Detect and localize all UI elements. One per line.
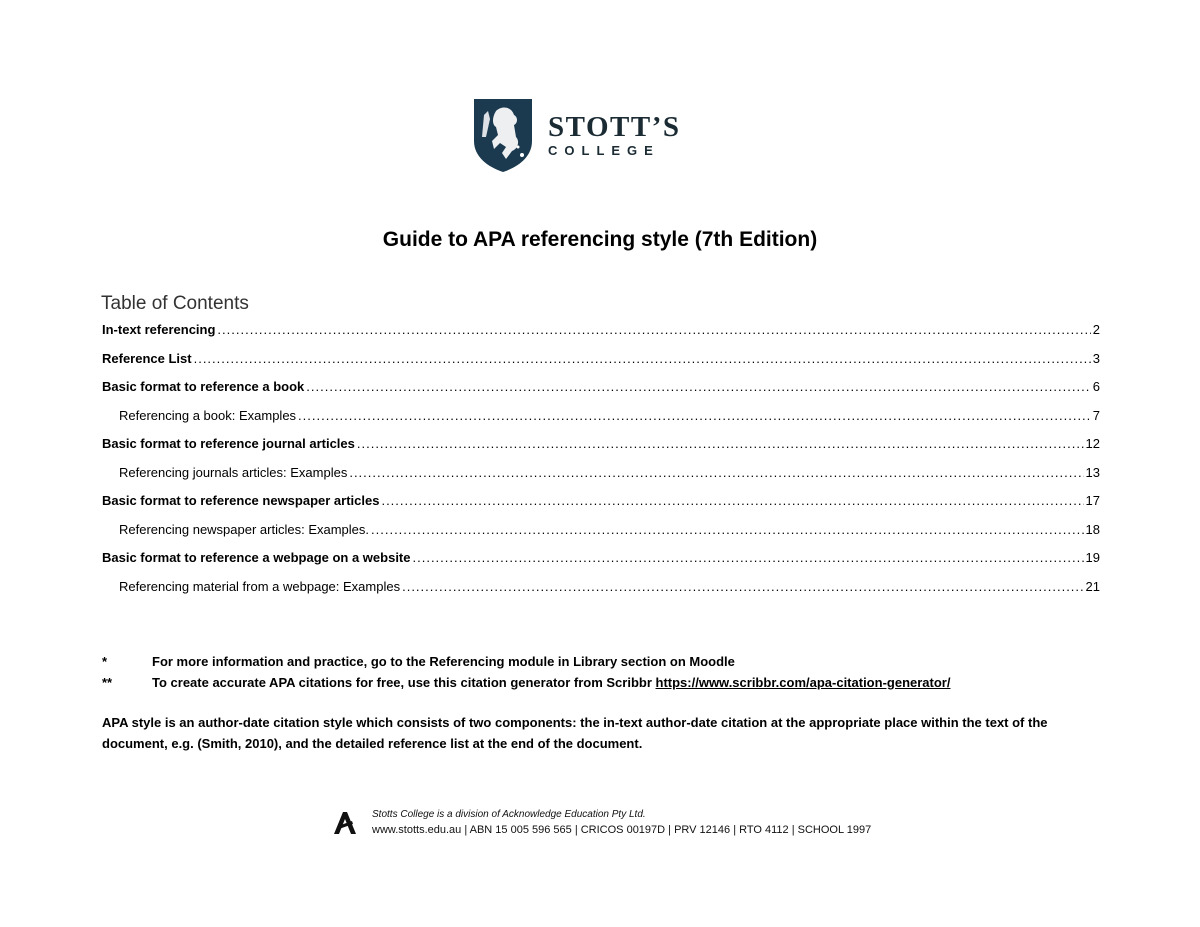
toc-entry[interactable]: [102, 322, 1100, 351]
toc-entry-text: Referencing journals articles: Examples: [119, 464, 348, 480]
note-item: [102, 675, 1102, 696]
toc-entry-page: 7: [1092, 407, 1100, 423]
note-text: For more information and practice, go to the Referencing module in Library section on Moodle: [152, 654, 735, 669]
toc-entry-page: 12: [1085, 436, 1100, 451]
toc-entry[interactable]: [102, 579, 1100, 608]
toc-entry[interactable]: [102, 408, 1100, 437]
toc-entry-text: Basic format to reference a webpage on a website: [102, 550, 411, 565]
notes: [102, 654, 1102, 696]
toc-entry-text: Referencing a book: Examples: [119, 407, 297, 423]
note-mark: *: [102, 654, 108, 669]
toc-entry-text: Basic format to reference journal articles: [102, 436, 355, 451]
toc-entry-text: Referencing newspaper articles: Examples.: [119, 521, 370, 537]
lion-crest-icon: [472, 97, 534, 173]
toc-entry-text: Basic format to reference a book: [102, 379, 305, 394]
toc-leader: [217, 322, 1090, 337]
college-logo: [472, 97, 680, 173]
toc-entry-page: 13: [1085, 464, 1100, 480]
toc-entry-page: 18: [1085, 521, 1100, 537]
toc-entry-text: Reference List: [102, 350, 192, 366]
toc-leader: [298, 408, 1091, 423]
apa-description-paragraph: APA style is an author-date citation style which consists of two components: the in-text author-date citation at the appropriate place within the text of the document, e.g. (Smith, 2010), and the detailed reference list at the end of the document.: [102, 715, 1048, 751]
toc-entry[interactable]: [102, 522, 1100, 551]
toc-entry-page: 17: [1085, 493, 1100, 508]
toc-entry-page: 21: [1085, 578, 1100, 594]
toc-leader: [306, 379, 1090, 394]
toc-leader: [402, 579, 1083, 594]
toc-entry-text: Referencing material from a webpage: Examples: [119, 578, 401, 594]
toc-leader: [381, 493, 1083, 508]
acknowledge-education-logo-icon: [332, 810, 358, 836]
footer: [332, 808, 871, 838]
toc-entry[interactable]: [102, 550, 1100, 579]
toc-entry-page: 3: [1092, 350, 1100, 366]
page-title: Guide to APA referencing style (7th Edition): [382, 228, 818, 251]
note-mark: **: [102, 675, 113, 690]
toc-leader: [349, 465, 1083, 480]
footer-division-text: Stotts College is a division of Acknowledge Education Pty Ltd.: [372, 809, 646, 820]
toc-entry[interactable]: [102, 493, 1100, 522]
toc-entry-page: 19: [1085, 550, 1100, 565]
toc-leader: [194, 351, 1091, 366]
logo-subtitle: COLLEGE: [548, 143, 660, 158]
toc-leader: [371, 522, 1084, 537]
note-text: To create accurate APA citations for free, use this citation generator from Scribbr: [152, 675, 656, 690]
toc-entry-page: 2: [1092, 322, 1100, 337]
toc-entry[interactable]: [102, 436, 1100, 465]
table-of-contents: [102, 322, 1100, 607]
toc-heading: Table of Contents: [101, 293, 249, 314]
scribbr-citation-link[interactable]: https://www.scribbr.com/apa-citation-generator/: [655, 675, 951, 690]
toc-leader: [413, 550, 1084, 565]
toc-entry[interactable]: [102, 465, 1100, 494]
note-item: [102, 654, 1102, 675]
footer-details-text: www.stotts.edu.au | ABN 15 005 596 565 | CRICOS 00197D | PRV 12146 | RTO 4112 | SCHOOL 1997: [372, 824, 872, 836]
toc-leader: [357, 436, 1084, 451]
toc-entry-text: Basic format to reference newspaper articles: [102, 493, 380, 508]
toc-entry[interactable]: [102, 351, 1100, 380]
logo-name: STOTT’S: [548, 111, 681, 143]
toc-entry-text: In-text referencing: [102, 322, 216, 337]
toc-entry[interactable]: [102, 379, 1100, 408]
toc-entry-page: 6: [1092, 379, 1100, 394]
